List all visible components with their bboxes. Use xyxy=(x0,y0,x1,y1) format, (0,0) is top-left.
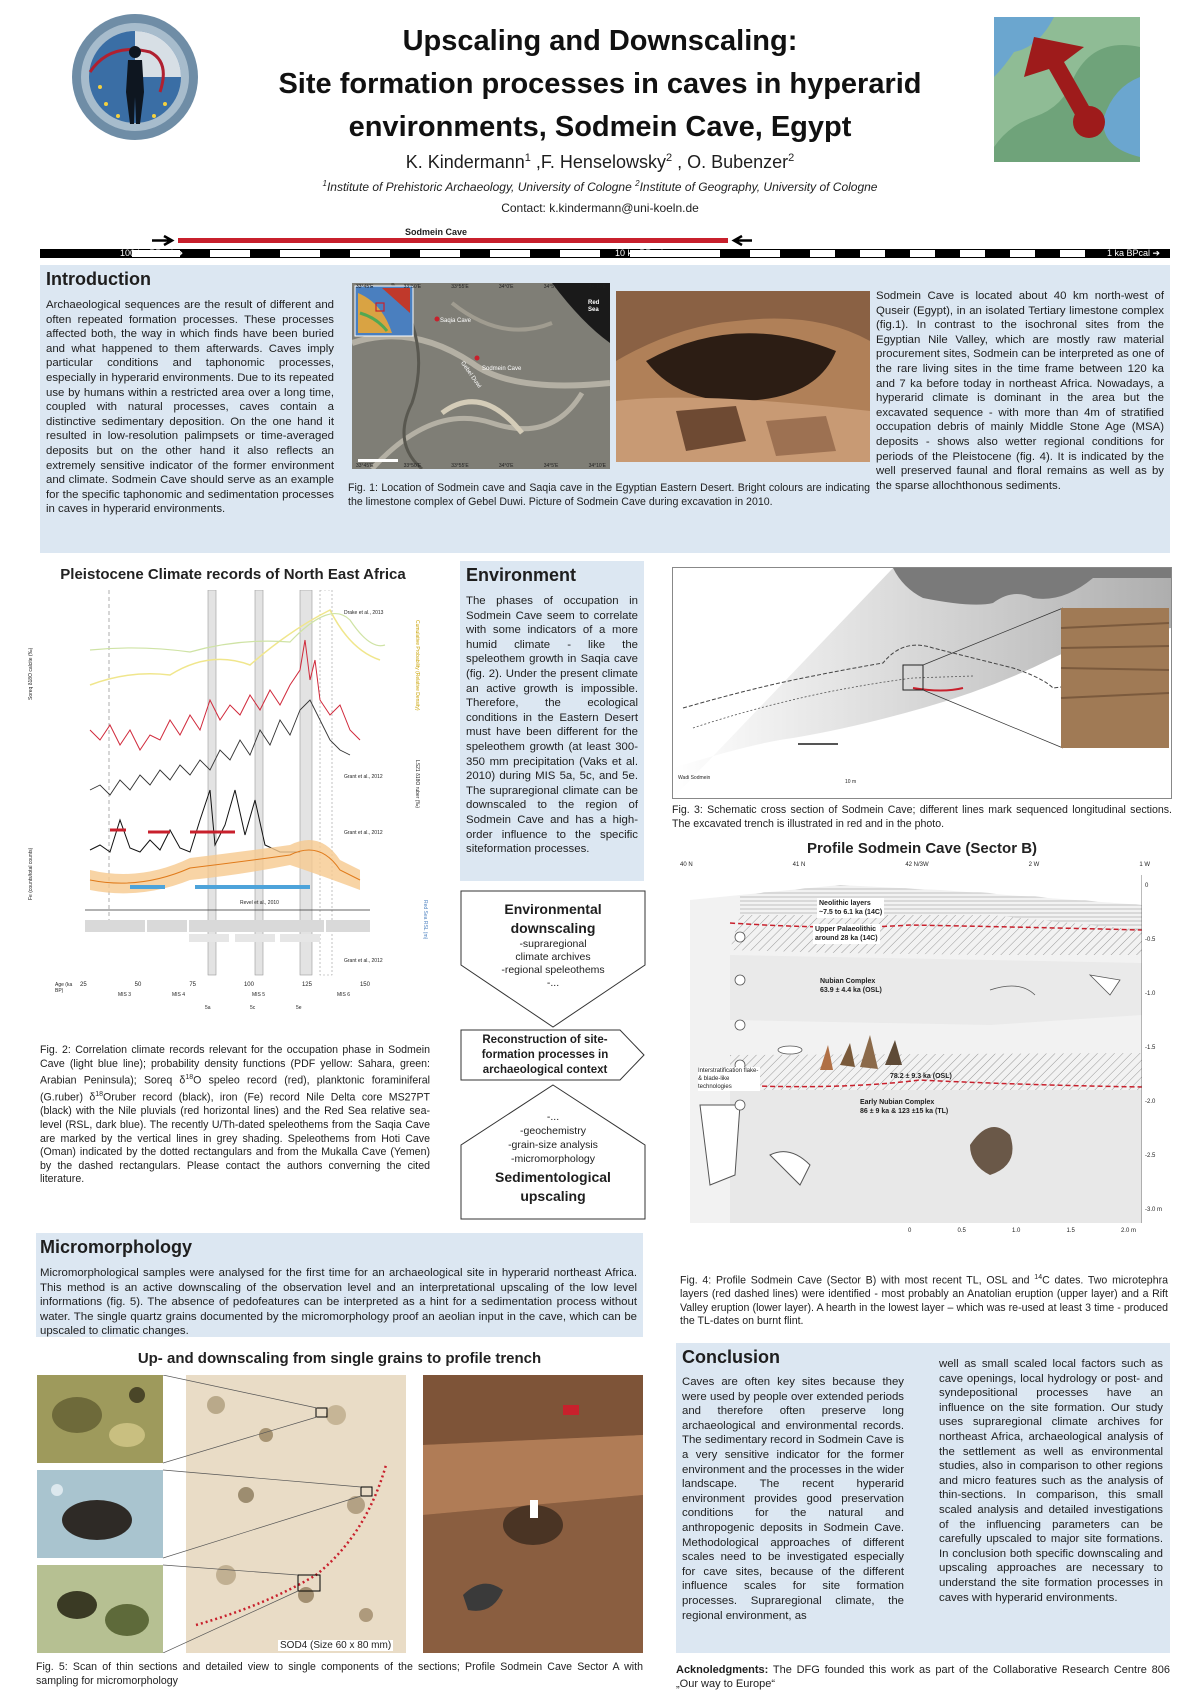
profile-trench-photo xyxy=(423,1375,643,1653)
timeline-label-10ka: 10 ka BPcal ➔ xyxy=(615,248,674,258)
map-label-saqia: Saqia Cave xyxy=(440,318,472,324)
introduction-text: Archaeological sequences are the result of different and often repeated formation processes. These processes affected both, the way in which finds have been buried and what happened to them afterwards. Caves imply particular conditions and taphonomic processes, especially in hyperarid environments. Due to its repeated use by humans within a restricted area over a long time, coupled with natural processes, caves contain a distinctive sedimentary deposition. On the one hand it resulted in low-resolution palimpsets or time-averaged deposits but on the other hand it also reflects an extremely sensitive indicator of the former environment and climate. Sodmein Cave should serve as an example for the specific taphonomic and sedimentation processes in caves in hyperarid environments. xyxy=(46,299,334,516)
map-label-sodmein: Sodmein Cave xyxy=(482,366,522,372)
upper-palaeolithic-label: Upper Palaeolithic around 28 ka (14C) xyxy=(815,926,878,942)
timeline-label-100ka: 100 ka BPcal ➔ xyxy=(120,248,184,258)
region-logo xyxy=(994,17,1140,162)
title-line-3: environments, Sodmein Cave, Egypt xyxy=(348,111,852,143)
title-line-1: Upscaling and Downscaling: xyxy=(402,25,798,57)
fig4-caption: Fig. 4: Profile Sodmein Cave (Sector B) with most recent TL, OSL and $^{14}$C dates. Two microtephra layers (red dashed lines) were identified - most probably an Anatolian eruption (upper layer) and a Rift Valley eruption (lower layer). A hearth in the lowest layer – which was re-used at least 3 time - produced the TL-dates on burnt flint. xyxy=(680,1274,1168,1328)
zoom-lines xyxy=(163,1375,423,1653)
early-nubian-label: Early Nubian Complex 86 ± 9 ka & 123 ±15 ka (TL) xyxy=(860,1099,949,1115)
mis-3-label: MIS 3 xyxy=(118,992,132,998)
thin-section-detail-3 xyxy=(37,1565,163,1653)
map-label-red-sea: Red Sea xyxy=(588,300,600,313)
conclusion-title: Conclusion xyxy=(682,1347,780,1367)
x-axis-ticks: 25 50 75 100 125 150 xyxy=(80,982,370,988)
timeline xyxy=(40,227,1170,259)
env-downscaling-title: Environmental downscaling xyxy=(504,901,602,936)
environment-title: Environment xyxy=(466,565,577,585)
title-line-2: Site formation processes in caves in hyperarid xyxy=(278,68,922,100)
env-downscaling-box: Environmental downscaling -supraregional climate archives -regional speleothems -... xyxy=(465,900,641,990)
map-bottom-ticks: 33°45'E 33°50'E 33°55'E 34°0'E 34°5'E 34°10'E xyxy=(356,463,606,469)
citation-4: Revel et al., 2010 xyxy=(240,900,279,906)
nubian-label: Nubian Complex 63.9 ± 4.4 ka (OSL) xyxy=(820,978,882,994)
profile-bottom-ticks: 0 0.5 1.0 1.5 2.0 m xyxy=(908,1228,1136,1234)
profile-top-ticks: 40 N 41 N 42 N/3W 2 W 1 W xyxy=(680,862,1150,868)
timeline-site-label: Sodmein Cave xyxy=(405,227,468,237)
osl-label: 78.2 ± 9.3 ka (OSL) xyxy=(890,1073,952,1080)
sed-upscaling-title: Sedimentological upscaling xyxy=(495,1169,611,1204)
sed-upscaling-box: -... -geochemistry -grain-size analysis -micromorphology Sedimentological upscaling xyxy=(465,1110,641,1206)
acknowledgments: Acknoledgments: The DFG founded this work as part of the Collaborative Research Centre 806 „Our way to Europe“ xyxy=(676,1664,1170,1690)
mis-5a-label: 5a xyxy=(205,1005,211,1011)
profile-depth-ticks: 0 -0.5 -1.0 -1.5 -2.0 -2.5 -3.0 m xyxy=(1145,883,1163,1213)
introduction-right-text: Sodmein Cave is located about 40 km north-west of Quseir (Egypt), in an isolated Tertiary limestone complex (fig.1). In contrast to the isochronal sites from the Egyptian Nile Valley, which are mostly raw material procurement sites, Sodmein can be interpreted as one of the rare living sites in the time frame between 120 ka and 7 ka before today in northeast Africa. Nowadays, a hyperarid climate is dominant in the area but the excavated sequence - with more than 4m of stratified occupation debris of mainly Middle Stone Age (MSA) deposits - shows also wetter regional conditions for periods of the Pleistocene (fig. 4). It is indicated by the well preserved faunal and floral remains as well as by the sparse allochthonous sediments. xyxy=(876,290,1164,492)
citation-1: Drake et al., 2013 xyxy=(344,610,384,616)
poster-title xyxy=(230,20,970,149)
rsl-axis-label: Red Sea RSL (m) xyxy=(422,900,428,940)
citation-5: Grant et al., 2012 xyxy=(344,958,383,964)
author-3: , O. Bubenzer xyxy=(677,152,789,172)
x-axis-label: Age (ka BP) xyxy=(55,982,73,994)
cave-photo xyxy=(616,291,870,462)
fig5-caption: Fig. 5: Scan of thin sections and detailed view to single components of the sections; Profile Sodmein Cave Sector A with sampling for micromorphology xyxy=(36,1661,643,1687)
mis-5-label: MIS 5 xyxy=(252,992,266,998)
cave-cross-section xyxy=(672,567,1172,799)
citation-3: Grant et al., 2012 xyxy=(344,830,383,836)
fig1-caption: Fig. 1: Location of Sodmein cave and Saqia cave in the Egyptian Eastern Desert. Bright colours are indicating the limestone complex of Gebel Duwi. Picture of Sodmein Cave during excavation in 2010. xyxy=(348,482,870,508)
citation-2: Grant et al., 2012 xyxy=(344,774,383,780)
neolithic-label: Neolithic layers ~7.5 to 6.1 ka (14C) xyxy=(819,900,883,916)
affiliation-2: Institute of Geography, University of Cologne xyxy=(639,180,878,194)
climate-chart-title: Pleistocene Climate records of North East Africa xyxy=(60,566,406,583)
contact: Contact: k.kindermann@uni-koeln.de xyxy=(501,201,699,215)
conclusion-col2: well as small scaled local factors such as cave openings, local hydrology or post- and syndepositional processes have an influence on the site formation. Our study uses supraregional climate archives for northeast Africa, archaeological analysis of the settlement as well as environmental studies, also in comparison to other regions and micro features such as the analysis of thin-sections. In comparison, this small scaled analysis and detailed investigations of the influencing parameters can be carefully upscaled to major site formations. In conclusion both specific downscaling and upscaling approaches are necessary to understand the site formation processes in caves with hyperarid environments. xyxy=(939,1358,1163,1604)
affiliation-1: Institute of Prehistoric Archaeology, University of Cologne xyxy=(326,180,632,194)
cross-section-scale-label: 10 m xyxy=(845,779,857,785)
climate-chart xyxy=(40,590,440,1016)
micromorphology-text: Micromorphological samples were analysed for the first time for an archaeological site in hyperarid northeast Africa. This method is an active downscaling of the observation level and an interpretational upscaling of the low level informations (fig. 5). The absence of pedofeatures can be interpreted as a hint for a sedimentation process without water. The single quartz grains documented by the micromorphology proof an aeolian input in the cave, which can be upscaled to climatic changes. xyxy=(40,1267,637,1338)
author-1: K. Kindermann xyxy=(405,152,525,172)
fig5-title: Up- and downscaling from single grains to profile trench xyxy=(137,1350,542,1367)
section-label: SOD4 (Size 60 x 80 mm) xyxy=(280,1640,392,1651)
profile-drawing xyxy=(690,875,1142,1223)
crc806-logo xyxy=(70,12,200,142)
fig3-caption: Fig. 3: Schematic cross section of Sodmein Cave; different lines mark sequenced longitudinal sections. The excavated trench is illustrated in red and in the photo. xyxy=(672,804,1172,830)
soreq-axis-label: Soreq δ18O calcite (‰) xyxy=(28,647,34,700)
authors: K. Kindermann$^1$ ,F. Henselowsky$^2$ , O. Bubenzer$^2$ xyxy=(405,152,795,172)
location-map xyxy=(352,283,610,469)
map-top-ticks: 33°45'E 33°50'E 33°55'E 34°0'E 34°5'E 34°10'E xyxy=(356,284,606,290)
mis-5c-label: 5c xyxy=(250,1005,256,1011)
introduction-title: Introduction xyxy=(46,269,151,289)
pdf-axis-label: Cumulative Probability (Relative Density) xyxy=(414,620,420,711)
mis-6-label: MIS 6 xyxy=(337,992,351,998)
interstrat-label: Interstratification flake- & blade-like technologies xyxy=(698,1068,759,1090)
thin-section-detail-1 xyxy=(37,1375,163,1463)
mis-4-label: MIS 4 xyxy=(172,992,186,998)
micromorphology-title: Micromorphology xyxy=(40,1237,192,1257)
environment-text: The phases of occupation in Sodmein Cave seem to correlate with some indicators of a more humid climate - like the speleothem growth in Saqia cave (fig. 2). Under the present climate an active growth is impossible. Therefore, the ecological conditions in the Eastern Desert must have been different for the speleothem growth (at least 300-350 mm precipitation (Vaks et al. 2010) during MIS 5a, 5c, and 5e. The supraregional climate can be downscaled to the region of Sodmein Cave and has a high-order influence to the specific siteformation processes. xyxy=(466,595,638,856)
lsd-axis-label: LS21 δ18O ruber (‰) xyxy=(414,760,420,809)
reconstruction-box: Reconstruction of site-formation processes in archaeological context xyxy=(481,1034,609,1076)
fe-axis-label: Fe (counts/total counts) xyxy=(28,847,34,900)
fig2-caption: Fig. 2: Correlation climate records relevant for the occupation phase in Sodmein Cave (light blue line); probability density functions (PDF yellow: Sahara, green: Arabian Peninsula); Soreq $\delta^{18}O$ speleo record (red), planktonic foraminiferal (G.ruber) $\delta^{18}Oruber$ record (black), iron (Fe) record Nile Delta core MS27PT (black) with the Nile pluvials (red horizontal lines) and the Red Sea relative sea-level (RSL, dark blue). The recently U/Th-dated speleothems from the Saqia Cave are marked by the vertical lines in grey shading. Speleothems from Hoti Cave (Oman) indicated by the dotted rectangulars and from the Mukalla Cave (Yemen) by the dashed rectangulars. Please contact the authors converning the cited literature. xyxy=(40,1044,431,1186)
timeline-label-1ka: 1 ka BPcal ➔ xyxy=(1107,248,1161,258)
conclusion-col1: Caves are often key sites because they were used by people over extended periods and therefore often preserve long archaeological and environmental records. The sedimentary record in Sodmein Cave is a very sensitive indicator for the former environment and the processes in the wider landscape. The recent hyperarid environment provides good preservation conditions for the natural and anthropogenic deposits in Sodmein Cave. Methodological approaches of different scales need to be investigated especially for cave sites, because of the different influence scales for site formation processes. Supraregional climate, the regional environment, as xyxy=(682,1376,904,1622)
affiliations: $^1$Institute of Prehistoric Archaeology, University of Cologne $^2$Institute of Geography, University of Cologne xyxy=(322,179,878,194)
author-2: ,F. Henselowsky xyxy=(535,152,666,172)
mis-5e-label: 5e xyxy=(296,1005,302,1011)
map-label-duwi: Gebel Duwi xyxy=(459,360,482,390)
profile-title: Profile Sodmein Cave (Sector B) xyxy=(806,840,1038,857)
thin-section-detail-2 xyxy=(37,1470,163,1558)
wadi-label: Wadi Sodmein xyxy=(678,775,711,781)
